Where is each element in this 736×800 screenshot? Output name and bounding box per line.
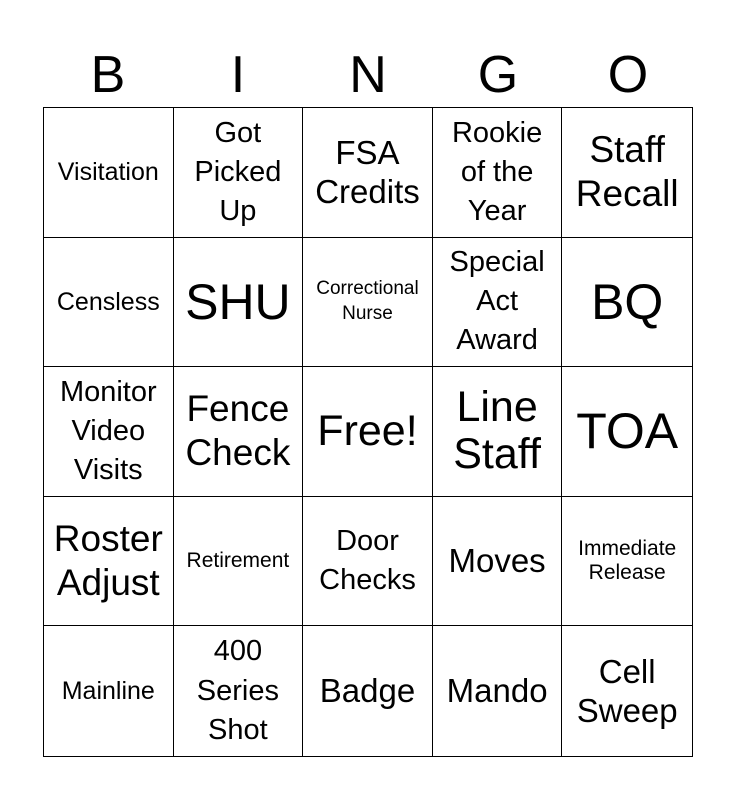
bingo-cell[interactable]: Rookie of the Year	[433, 108, 563, 238]
bingo-cell[interactable]: Censless	[44, 238, 174, 368]
bingo-cell[interactable]: FSA Credits	[303, 108, 433, 238]
bingo-cell[interactable]: Door Checks	[303, 497, 433, 627]
bingo-cell[interactable]: Visitation	[44, 108, 174, 238]
header-letter-o: O	[607, 46, 649, 104]
bingo-cell[interactable]: SHU	[174, 238, 304, 368]
header-letter-g: G	[477, 46, 519, 104]
bingo-cell[interactable]: Cell Sweep	[576, 652, 678, 730]
bingo-cell[interactable]: Correctional Nurse	[303, 238, 433, 368]
bingo-header	[43, 42, 693, 108]
bingo-cell[interactable]: Immediate Release	[562, 497, 692, 627]
bingo-cell[interactable]: Special Act Award	[433, 238, 563, 368]
bingo-cell[interactable]: Moves	[433, 497, 563, 627]
bingo-cell[interactable]: BQ	[562, 238, 692, 368]
bingo-cell[interactable]: Monitor Video Visits	[44, 367, 174, 497]
bingo-cell[interactable]: Got Picked Up	[174, 108, 304, 238]
bingo-cell[interactable]: 400 Series Shot	[174, 626, 304, 756]
header-letter-b: B	[90, 46, 126, 104]
bingo-cell[interactable]: TOA	[562, 367, 692, 497]
bingo-cell[interactable]: Roster Adjust	[44, 497, 174, 627]
free-space-cell[interactable]: Free!	[303, 367, 433, 497]
bingo-cell[interactable]: Retirement	[174, 497, 304, 627]
bingo-cell[interactable]: Mando	[433, 626, 563, 756]
bingo-cell[interactable]: Line Staff	[433, 367, 563, 497]
header-letter-n: N	[349, 46, 387, 104]
bingo-cell[interactable]: Fence Check	[174, 367, 304, 497]
bingo-cell[interactable]: Mainline	[44, 626, 174, 756]
bingo-cell[interactable]: Badge	[303, 626, 433, 756]
bingo-cell[interactable]: Staff Recall	[562, 108, 692, 238]
bingo-board	[43, 107, 693, 757]
header-letter-i: I	[230, 46, 246, 104]
